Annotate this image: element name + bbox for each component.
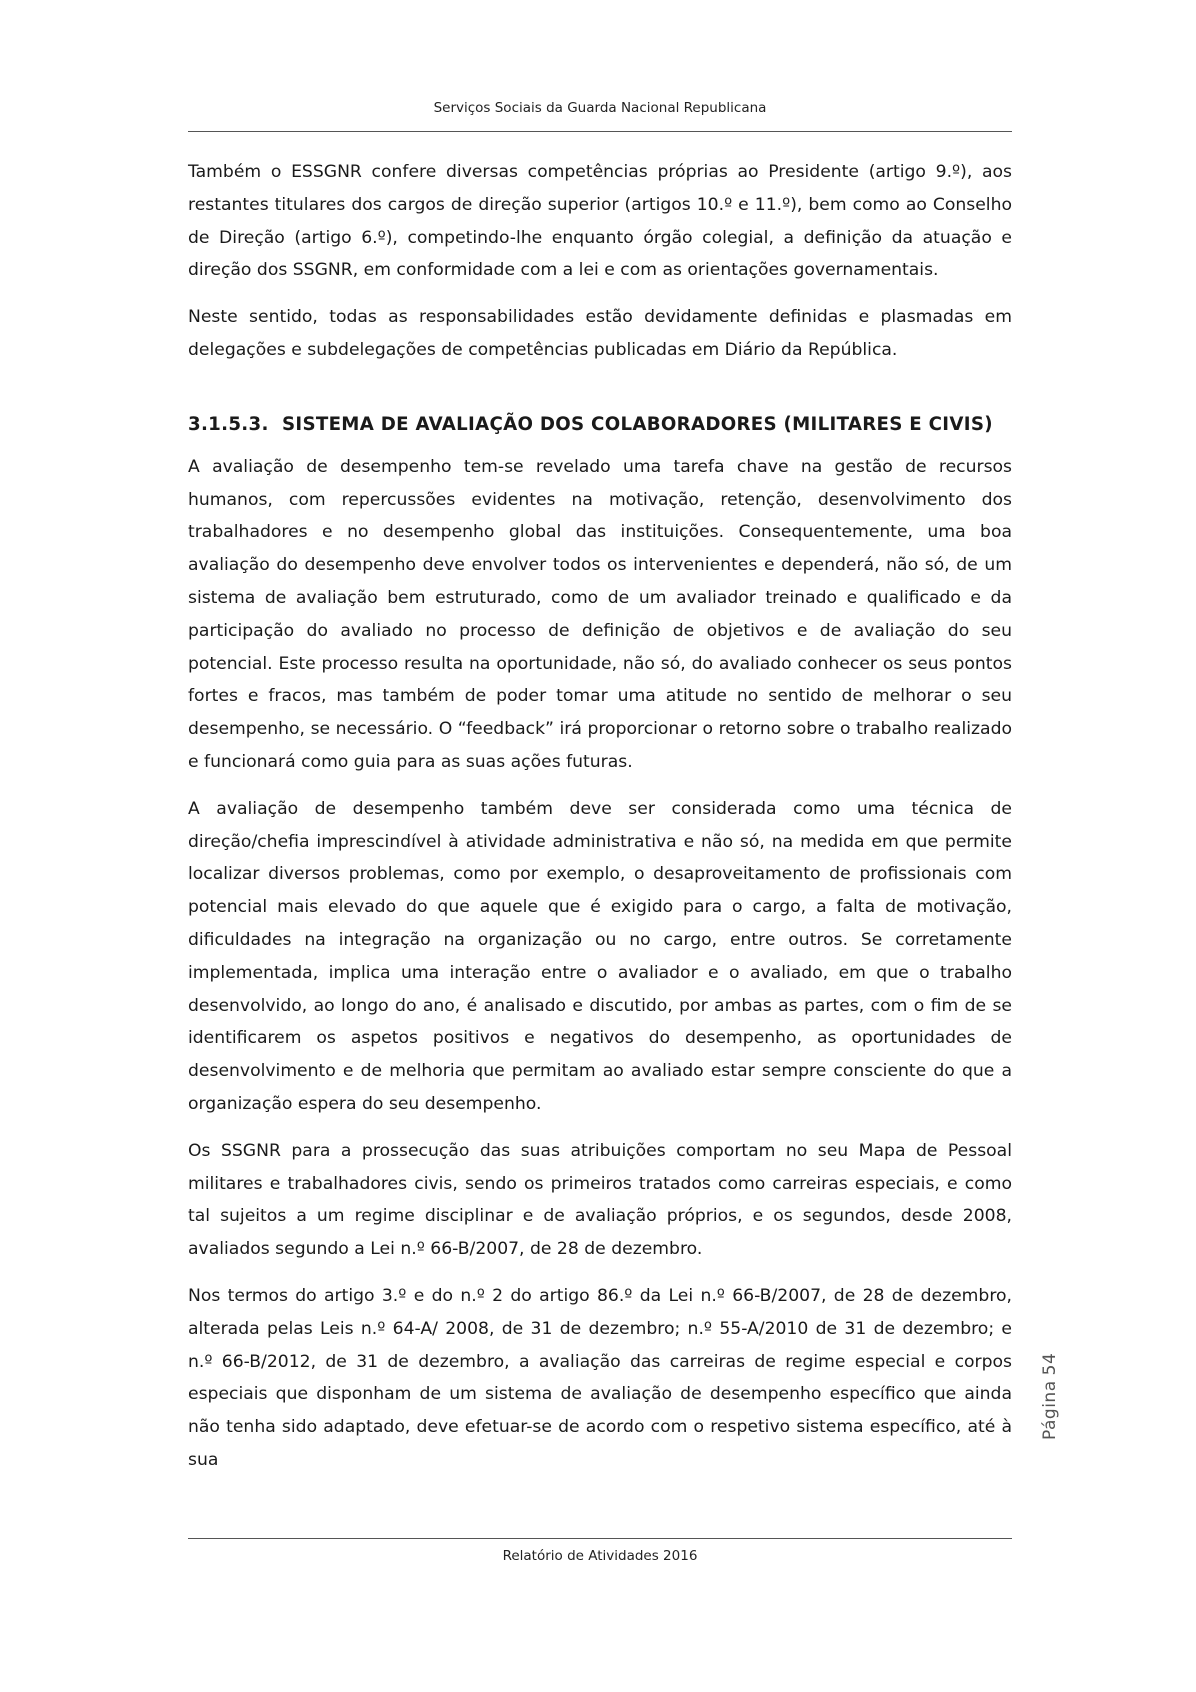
page-number-value: 54 [1040, 1352, 1060, 1376]
page-content [188, 156, 1012, 1491]
paragraph: Nos termos do artigo 3.º e do n.º 2 do artigo 86.º da Lei n.º 66-B/2007, de 28 de dezembro, alterada pelas Leis n.º 64-A/ 2008, de 31 de dezembro; n.º 55-A/2010 de 31 de dezembro; e n.º 66-B/2012, de 31 de dezembro, a avaliação das carreiras de regime especial e corpos especiais que disponham de um sistema de avaliação de desempenho específico que ainda não tenha sido adaptado, deve efetuar-se de acordo com o respetivo sistema específico, até à sua [188, 1285, 1012, 1470]
header-rule [188, 131, 1012, 132]
page-number [1040, 1320, 1060, 1440]
page-number-label: Página [1040, 1380, 1060, 1440]
section-number: 3.1.5.3. [188, 413, 269, 435]
paragraph: Também o ESSGNR confere diversas competências próprias ao Presidente (artigo 9.º), aos restantes titulares dos cargos de direção superior (artigos 10.º e 11.º), bem como ao Conselho de Direção (artigo 6.º), competindo-lhe enquanto órgão colegial, a definição da atuação e direção dos SSGNR, em conformidade com a lei e com as orientações governamentais. [188, 162, 1012, 281]
section-heading [188, 409, 1012, 441]
page-footer: Relatório de Atividades 2016 [502, 1548, 698, 1564]
paragraph: Os SSGNR para a prossecução das suas atribuições comportam no seu Mapa de Pessoal militares e trabalhadores civis, sendo os primeiros tratados como carreiras especiais, e como tal sujeitos a um regime disciplinar e de avaliação próprios, e os segundos, desde 2008, avaliados segundo a Lei n.º 66-B/2007, de 28 de dezembro. [188, 1140, 1012, 1260]
section-title: SISTEMA DE AVALIAÇÃO DOS COLABORADORES (MILITARES E CIVIS) [282, 413, 993, 435]
footer-rule [188, 1538, 1012, 1539]
paragraph: A avaliação de desempenho também deve ser considerada como uma técnica de direção/chefia imprescindível à atividade administrativa e não só, na medida em que permite localizar diversos problemas, como por exemplo, o desaproveitamento de profissionais com potencial mais elevado do que aquele que é exigido para o cargo, a falta de motivação, dificuldades na integração na organização ou no cargo, entre outros. Se corretamente implementada, implica uma interação entre o avaliador e o avaliado, em que o trabalho desenvolvido, ao longo do ano, é analisado e discutido, por ambas as partes, com o fim de se identificarem os aspetos positivos e negativos do desempenho, as oportunidades de desenvolvimento e de melhoria que permitam ao avaliado estar sempre consciente do que a organização espera do seu desempenho. [188, 798, 1012, 1114]
paragraph: A avaliação de desempenho tem-se revelado uma tarefa chave na gestão de recursos humanos, com repercussões evidentes na motivação, retenção, desenvolvimento dos trabalhadores e no desempenho global das instituições. Consequentemente, uma boa avaliação do desempenho deve envolver todos os intervenientes e dependerá, não só, de um sistema de avaliação bem estruturado, como de um avaliador treinado e qualificado e da participação do avaliado no processo de definição de objetivos e de avaliação do seu potencial. Este processo resulta na oportunidade, não só, do avaliado conhecer os seus pontos fortes e fracos, mas também de poder tomar uma atitude no sentido de melhorar o seu desempenho, se necessário. O “feedback” irá proporcionar o retorno sobre o trabalho realizado e funcionará como guia para as suas ações futuras. [188, 456, 1012, 772]
paragraph: Neste sentido, todas as responsabilidades estão devidamente definidas e plasmadas em delegações e subdelegações de competências publicadas em Diário da República. [188, 307, 1012, 360]
page-header: Serviços Sociais da Guarda Nacional Republicana [433, 100, 767, 116]
